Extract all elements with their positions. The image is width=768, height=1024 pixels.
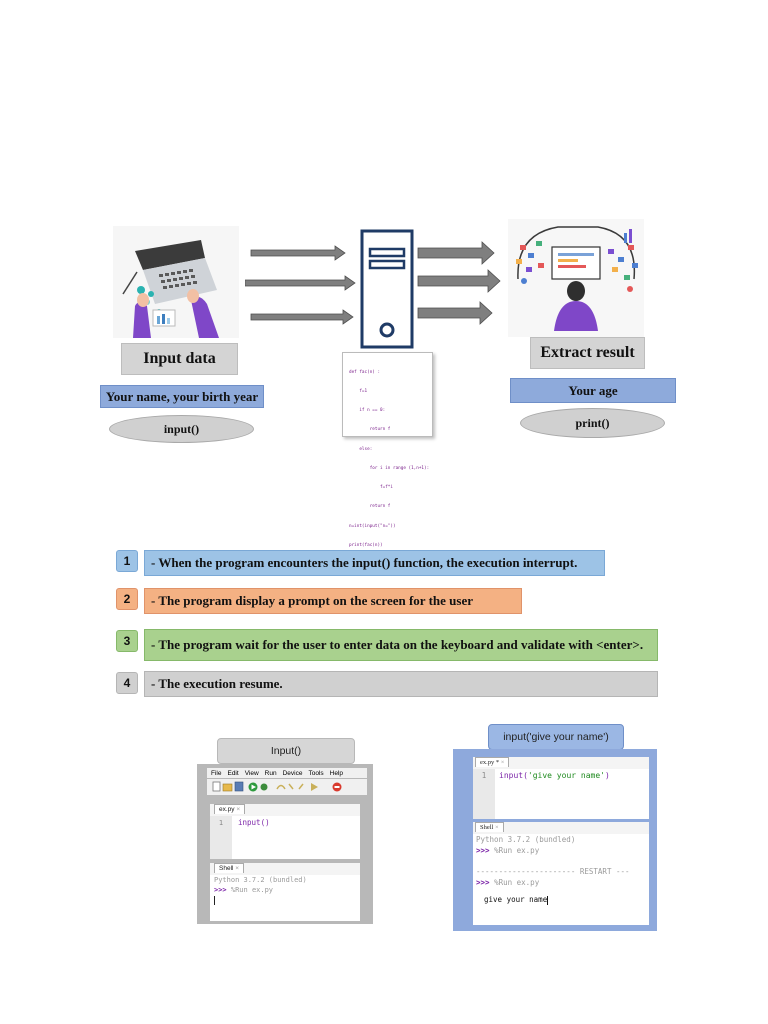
resume-icon[interactable] xyxy=(311,783,318,791)
code-line: f=1 xyxy=(349,389,368,395)
shell-version: Python 3.7.2 (bundled) xyxy=(476,835,576,844)
code-line: print(fac(n)) xyxy=(349,542,383,548)
close-icon[interactable]: × xyxy=(236,806,241,813)
menu-bar xyxy=(207,768,367,778)
data-analysis-icon xyxy=(508,219,644,337)
output-arrows xyxy=(416,240,506,330)
new-file-icon[interactable] xyxy=(213,782,220,791)
shell-prompt: >>> xyxy=(476,878,490,887)
menu-item-view[interactable]: View xyxy=(244,769,259,777)
input-example-label: Your name, your birth year xyxy=(100,385,264,408)
step-into-icon[interactable] xyxy=(289,784,293,789)
menu-item-edit[interactable]: Edit xyxy=(227,769,239,777)
stop-icon[interactable] xyxy=(333,783,342,792)
line-number: 1 xyxy=(473,769,495,819)
ide-left-caption: Input() xyxy=(217,738,355,764)
input-arrows xyxy=(245,240,360,330)
menu-item-device[interactable]: Device xyxy=(282,769,303,777)
editor-tab-label: ex.py xyxy=(219,806,235,813)
line-number: 1 xyxy=(210,816,232,859)
menu-item-run[interactable]: Run xyxy=(264,769,277,777)
input-function-ellipse: input() xyxy=(109,415,254,443)
shell-line xyxy=(476,877,649,888)
menu-item-help[interactable]: Help xyxy=(329,769,344,777)
code-line: for i in range (1,n+1): xyxy=(349,465,430,471)
shell-tab[interactable] xyxy=(214,863,244,873)
toolbar xyxy=(207,779,367,795)
shell-tab[interactable] xyxy=(475,822,504,832)
editor-tab[interactable] xyxy=(475,757,509,767)
step-number: 4 xyxy=(116,672,138,694)
shell-command: %Run ex.py xyxy=(230,886,274,894)
editor-pane[interactable] xyxy=(473,757,649,819)
step-over-icon[interactable] xyxy=(277,786,285,790)
output-example-label: Your age xyxy=(510,378,676,403)
shell-command: %Run ex.py xyxy=(494,846,540,855)
arrow-right-icon xyxy=(251,246,345,260)
step-number: 2 xyxy=(116,588,138,610)
shell-prompt: >>> xyxy=(214,886,227,894)
ide-right-caption: input('give your name') xyxy=(488,724,624,750)
close-icon[interactable]: × xyxy=(235,865,240,872)
arrow-right-icon xyxy=(418,270,500,292)
code-line: return f xyxy=(349,504,391,510)
input-data-label: Input data xyxy=(121,343,238,375)
arrow-right-icon xyxy=(245,276,355,290)
close-icon[interactable]: × xyxy=(495,824,499,831)
shell-prompt: >>> xyxy=(476,846,490,855)
extract-result-label: Extract result xyxy=(530,337,645,369)
step-text: - When the program encounters the input() function, the execution interrupt. xyxy=(144,550,605,576)
text-cursor xyxy=(547,896,548,905)
arrow-right-icon xyxy=(418,302,492,324)
step-number: 3 xyxy=(116,630,138,652)
step-text: - The program display a prompt on the screen for the user xyxy=(144,588,522,614)
laptop-illustration xyxy=(113,226,239,338)
code-line: if n == 0: xyxy=(349,408,386,414)
save-icon[interactable] xyxy=(235,782,243,791)
menu-item-file[interactable]: File xyxy=(211,769,222,777)
open-folder-icon[interactable] xyxy=(223,784,232,791)
shell-tab-label: Shell xyxy=(480,824,494,831)
shell-command: %Run ex.py xyxy=(494,878,540,887)
laptop-typing-icon xyxy=(113,226,239,338)
ide-right-window xyxy=(453,749,657,931)
step-out-icon[interactable] xyxy=(299,784,303,789)
shell-pane[interactable] xyxy=(473,822,649,925)
menu-item-tools[interactable]: Tools xyxy=(308,769,324,777)
code-string: 'give your name' xyxy=(527,771,605,780)
analyst-illustration xyxy=(508,219,644,337)
code-line: def fac(n) : xyxy=(349,369,381,375)
code-line: n=int(input("n=")) xyxy=(349,523,396,529)
shell-tab-label: Shell xyxy=(219,865,234,872)
arrow-right-icon xyxy=(418,242,494,264)
debug-icon[interactable] xyxy=(261,784,268,791)
code-line: return f xyxy=(349,427,391,433)
code-line: else: xyxy=(349,446,373,452)
step-text: - The execution resume. xyxy=(144,671,658,697)
code-line: f=f*i xyxy=(349,485,393,491)
shell-line xyxy=(214,885,360,895)
code-paren: ) xyxy=(604,771,610,780)
editor-tab-label: ex.py * xyxy=(480,759,500,766)
step-number: 1 xyxy=(116,550,138,572)
user-prompt-text: give your name xyxy=(484,895,548,904)
restart-line: ---------------------- RESTART --- xyxy=(476,867,630,876)
editor-pane[interactable] xyxy=(210,804,360,859)
arrow-right-icon xyxy=(251,310,353,324)
run-icon[interactable] xyxy=(249,783,258,792)
step-text: - The program wait for the user to enter data on the keyboard and validate with <enter>. xyxy=(144,629,658,661)
ide-left-window xyxy=(197,764,373,924)
code-line xyxy=(499,769,610,783)
shell-input-line[interactable] xyxy=(476,894,649,905)
code-sheet xyxy=(342,352,433,548)
editor-tab[interactable] xyxy=(214,804,245,814)
text-cursor xyxy=(214,896,215,905)
code-line: input() xyxy=(238,818,270,827)
close-icon[interactable]: × xyxy=(500,759,505,766)
shell-line xyxy=(476,845,649,856)
shell-pane[interactable] xyxy=(210,863,360,921)
output-function-ellipse: print() xyxy=(520,408,665,438)
code-function: input( xyxy=(499,771,528,780)
shell-version: Python 3.7.2 (bundled) xyxy=(214,876,307,884)
computer-tower-icon xyxy=(360,229,414,349)
